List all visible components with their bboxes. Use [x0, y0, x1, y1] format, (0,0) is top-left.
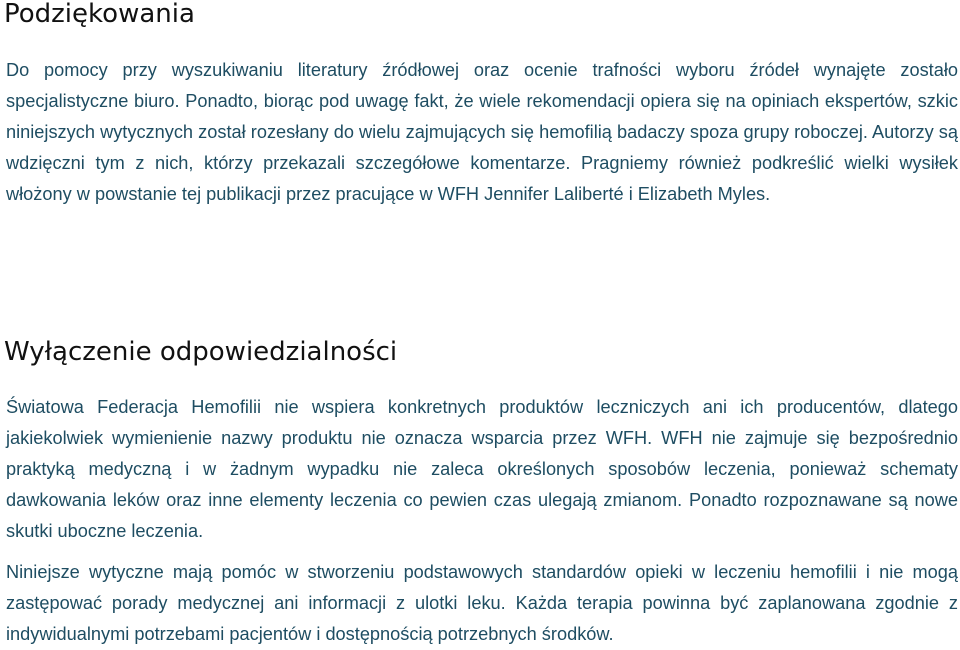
disclaimer-paragraph-2: Niniejsze wytyczne mają pomóc w stworzeniu podstawowych standardów opieki w leczeniu hemofilii i nie mogą zastępować porady medycznej ani informacji z ulotki leku. Każda terapia powinna być zaplanowana zgodnie z indywidualnymi potrzebami pacjentów i dostępnością potrzebnych środków. — [6, 562, 958, 644]
acknowledgements-heading: Podziękowania — [4, 0, 195, 29]
disclaimer-heading: Wyłączenie odpowiedzialności — [4, 337, 398, 367]
disclaimer-paragraph-1: Światowa Federacja Hemofilii nie wspiera konkretnych produktów leczniczych ani ich producentów, dlatego jakiekolwiek wymienienie nazwy produktu nie oznacza wsparcia przez WFH. WFH nie zajmuje się bezpośrednio praktyką medyczną i w żadnym wypadku nie zaleca określonych sposobów leczenia, ponieważ schematy dawkowania leków oraz inne elementy leczenia co pewien czas ulegają zmianom. Ponadto rozpoznawane są nowe skutki uboczne leczenia. — [6, 397, 958, 541]
acknowledgements-paragraph: Do pomocy przy wyszukiwaniu literatury źródłowej oraz ocenie trafności wyboru źródeł wynajęte zostało specjalistyczne biuro. Ponadto, biorąc pod uwagę fakt, że wiele rekomendacji opiera się na opiniach ekspertów, szkic niniejszych wytycznych został rozesłany do wielu zajmujących się hemofilią badaczy spoza grupy roboczej. Autorzy są wdzięczni tym z nich, którzy przekazali szczegółowe komentarze. Pragniemy również podkreślić wielki wysiłek włożony w powstanie tej publikacji przez pracujące w WFH Jennifer Laliberté i Elizabeth Myles. — [6, 60, 958, 204]
